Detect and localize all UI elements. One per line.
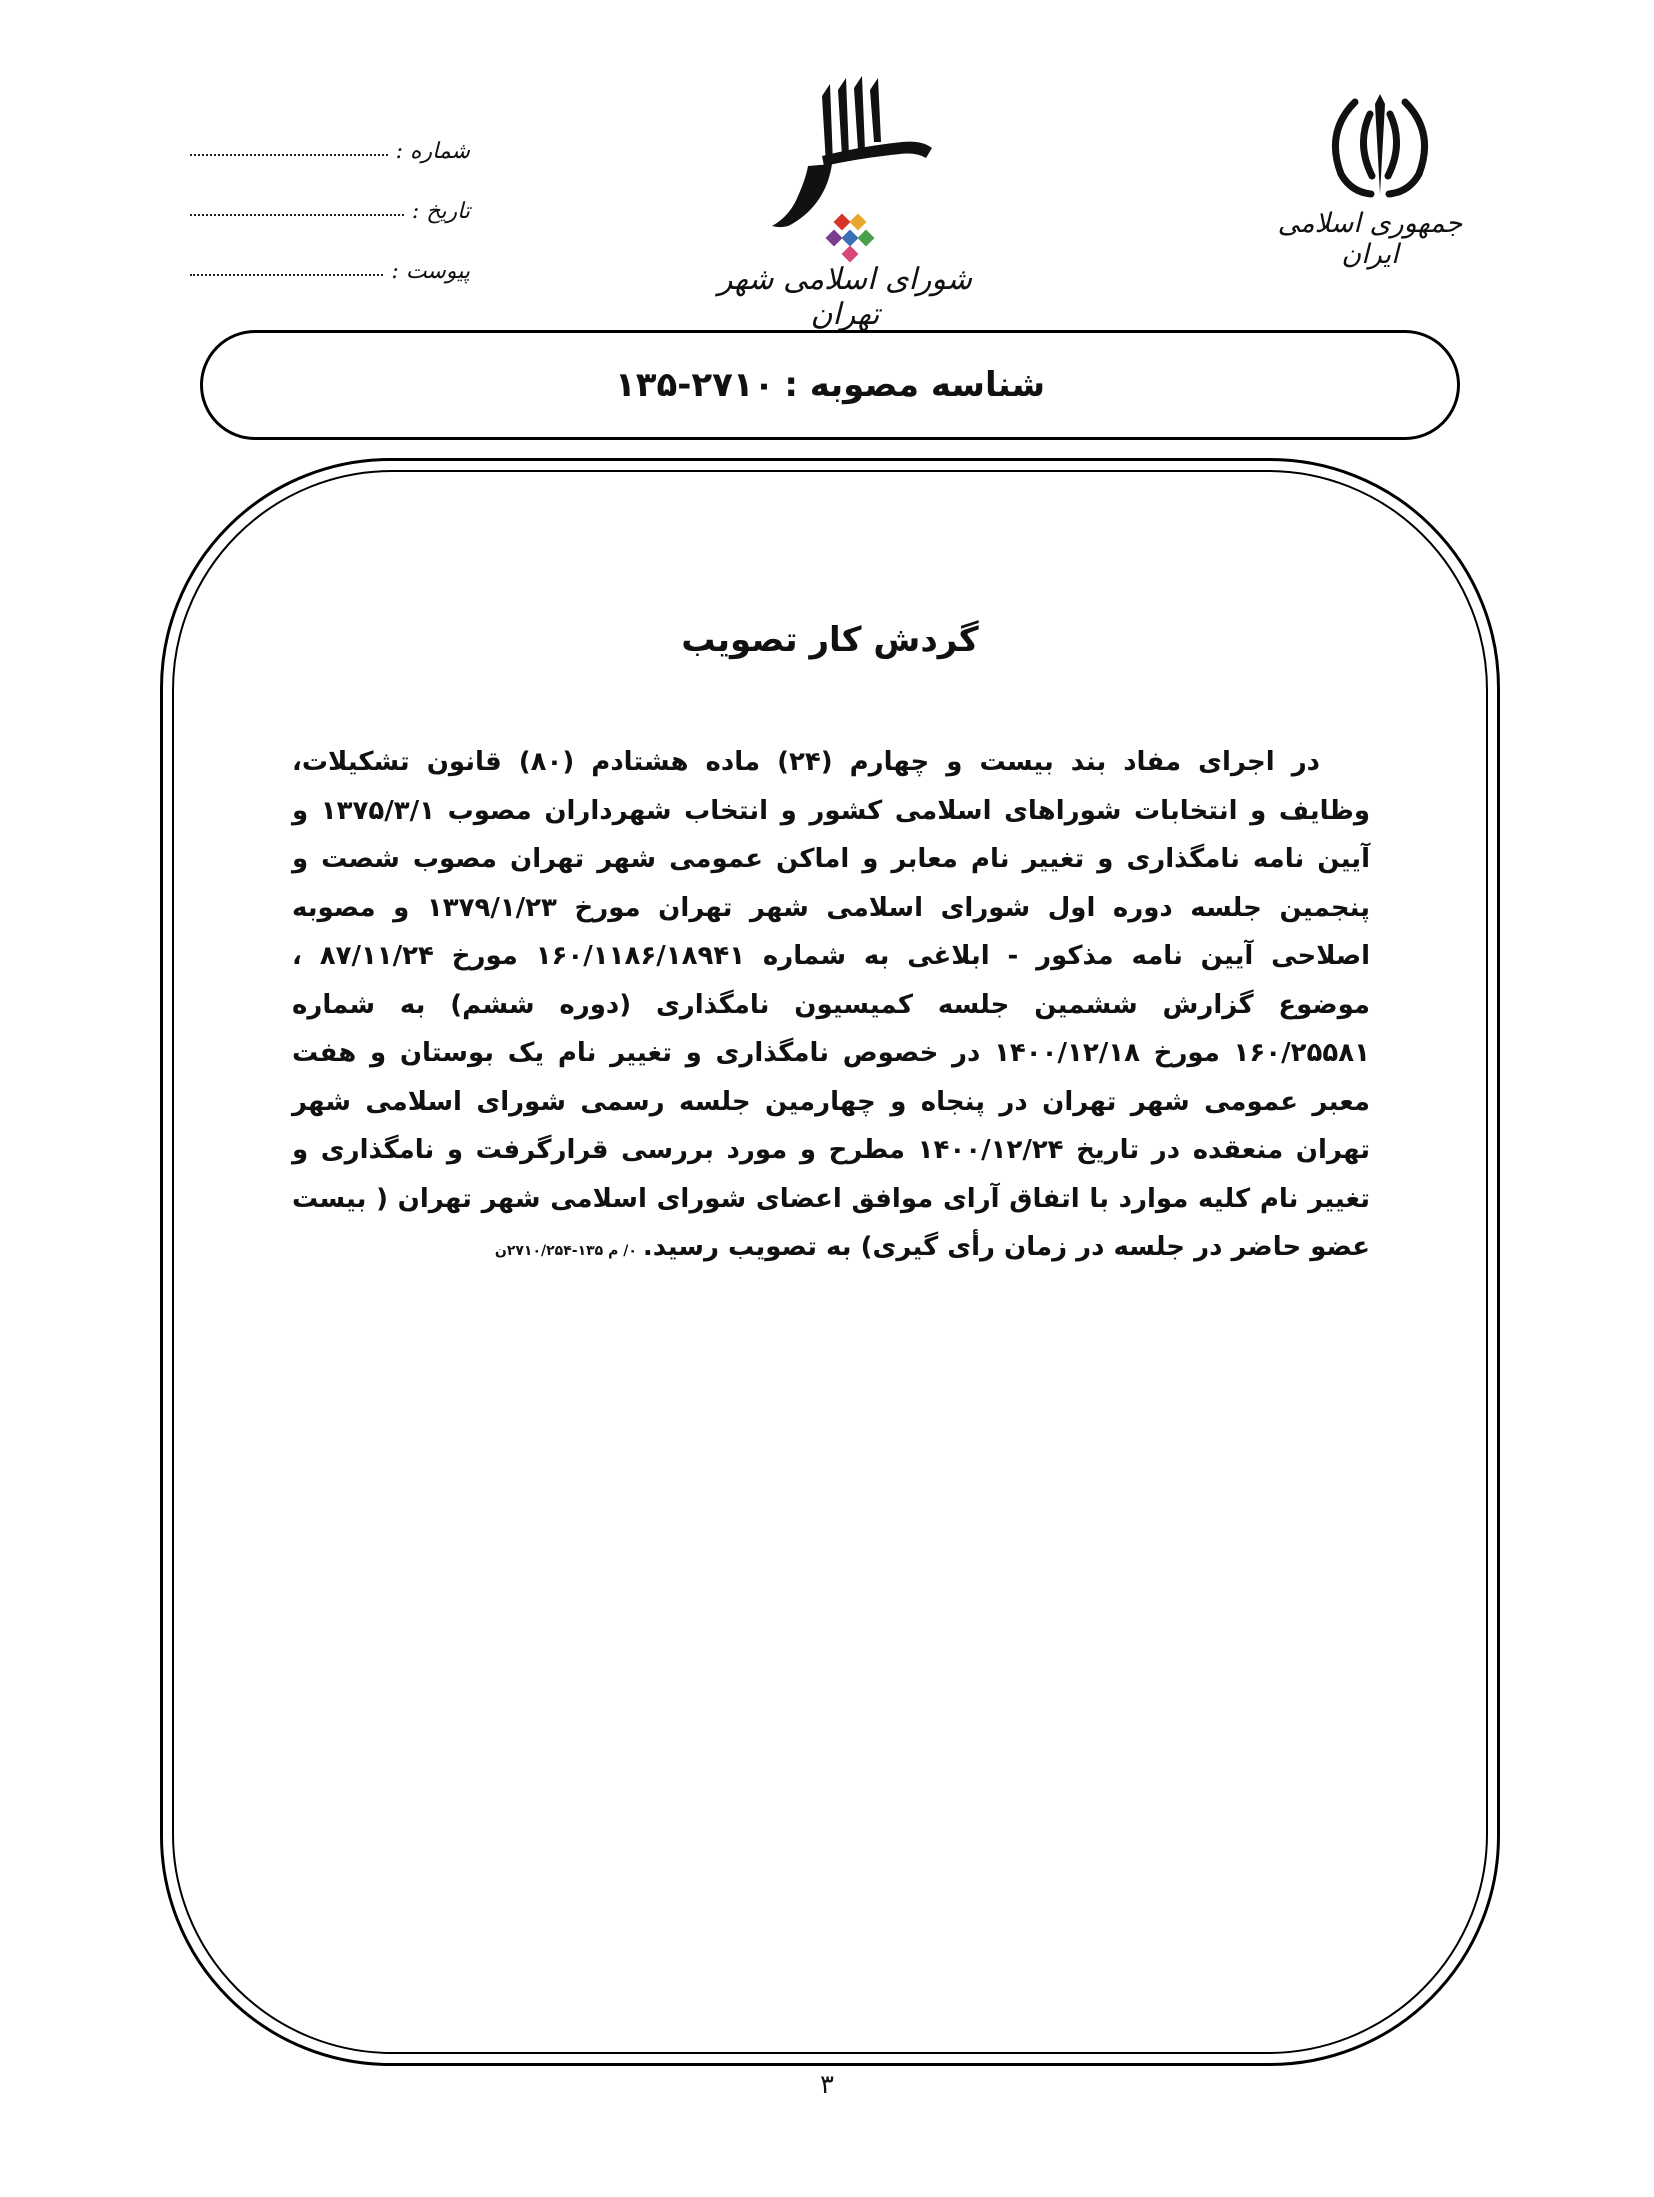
document-title: گردش کار تصویب [681, 620, 979, 660]
resolution-id-value: ۱۳۵-۲۷۱۰ [614, 365, 775, 405]
attachment-field [190, 224, 470, 284]
logo-diamond [850, 214, 867, 231]
logo-diamond [842, 246, 859, 263]
reference-code: ۰/ م ۱۳۵-۲۷۱۰/۲۵۴ن [494, 1243, 637, 1259]
header-fields [190, 104, 470, 284]
attachment-label: پیوست : [391, 259, 470, 284]
iran-emblem-icon [1315, 88, 1445, 198]
logo-diamond [842, 230, 859, 247]
date-field [190, 164, 470, 224]
number-field [190, 104, 470, 164]
body-text: در اجرای مفاد بند بیست و چهارم (۲۴) ماده هشتادم (۸۰) قانون تشکیلات، وظایف و انتخابات شوراهای اسلامی کشور و انتخاب شهرداران مصوب ۱۳۷۵/۳/۱ و آیین نامه نامگذاری و تغییر نام معابر و اماکن عمومی شهر تهران مصوب شصت و پنجمین جلسه دوره اول شورای اسلامی شهر تهران مورخ ۱۳۷۹/۱/۲۳ و مصوبه اصلاحی آیین نامه مذکور - ابلاغی به شماره ۱۶۰/۱۱۸۶/۱۸۹۴۱ مورخ ۸۷/۱۱/۲۴ ، موضوع گزارش ششمین جلسه کمیسیون نامگذاری (دوره ششم) به شماره ۱۶۰/۲۵۵۸۱ مورخ ۱۴۰۰/۱۲/۱۸ در خصوص نامگذاری و تغییر نام یک بوستان و هفت معبر عمومی شهر تهران در پنجاه و چهارمین جلسه رسمی شورای اسلامی شهر تهران منعقده در تاریخ ۱۴۰۰/۱۲/۲۴ مطرح و مورد بررسی قرارگرفت و نامگذاری و تغییر نام کلیه موارد با اتفاق آرای موافق اعضای شورای اسلامی شهر تهران ( بیست عضو حاضر در جلسه در زمان رأی گیری) به تصویب رسید. [292, 747, 1371, 1262]
council-name: شورای اسلامی شهر تهران [718, 262, 972, 332]
number-dotted-line [190, 154, 388, 156]
date-dotted-line [190, 214, 404, 216]
page-number: ۳ [820, 2070, 834, 2100]
resolution-id-banner [200, 330, 1460, 440]
logo-diamond [826, 230, 843, 247]
document-body [292, 738, 1370, 1276]
number-label: شماره : [395, 139, 470, 164]
body-paragraph [292, 738, 1370, 1276]
resolution-id-label: شناسه مصوبه : [784, 365, 1046, 405]
logo-diamonds [826, 214, 875, 263]
date-label: تاریخ : [411, 199, 470, 224]
resolution-id [615, 365, 1045, 405]
country-name: جمهوری اسلامی ایران [1277, 208, 1463, 270]
logo-diamond [858, 230, 875, 247]
logo-diamond [834, 214, 851, 231]
attachment-dotted-line [190, 274, 383, 276]
